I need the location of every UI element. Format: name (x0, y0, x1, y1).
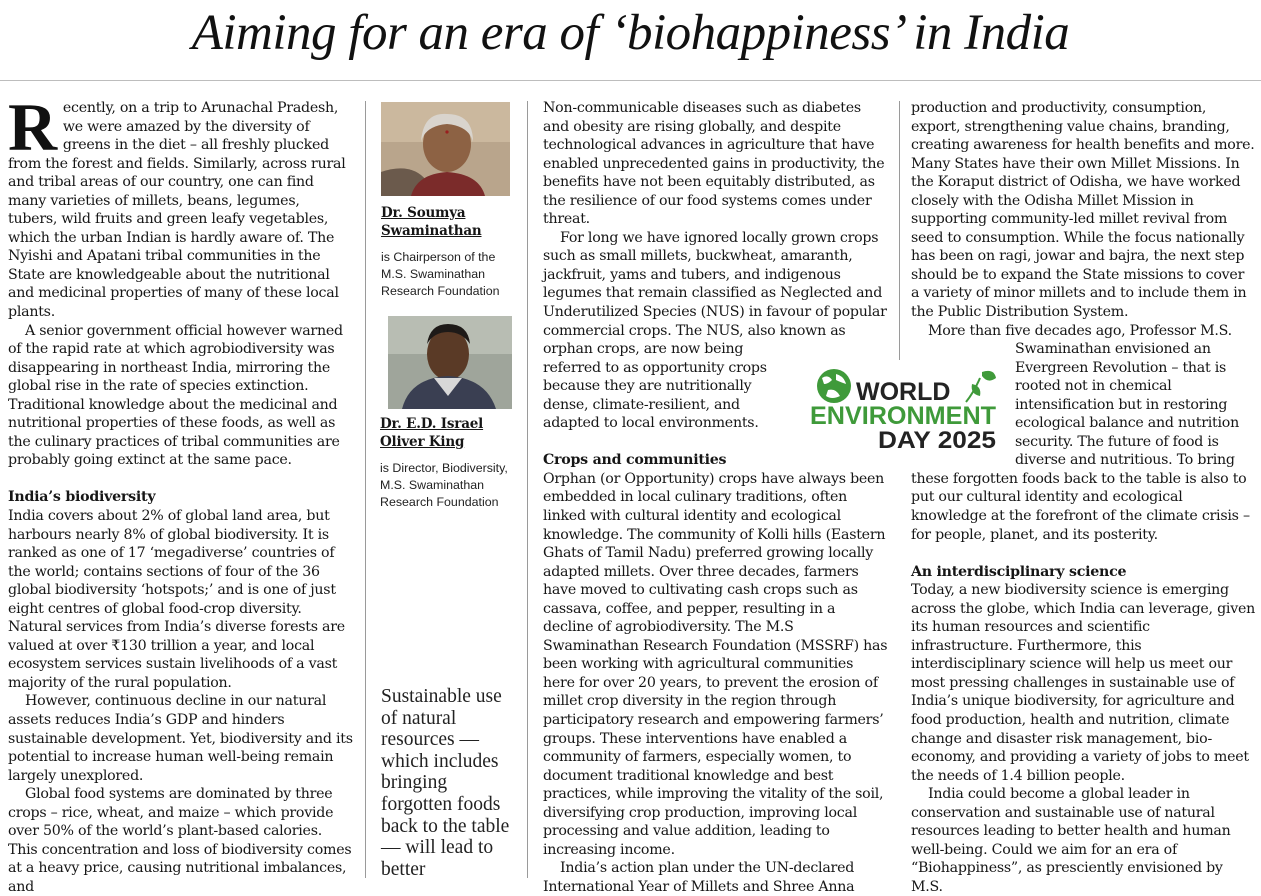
column-divider (365, 101, 366, 878)
paragraph: A senior government official however warned of the rapid rate at which agrobiodiversity was disappearing in northeast India, mirroring the global rise in the rate of species extinction. Traditional knowledge about the medicinal and nutritional properties of these foods, as well as the culinary practices of tribal communities are probably going extinct at the same pace. (8, 322, 343, 469)
globe-icon (817, 369, 851, 403)
article-column-1 (8, 89, 353, 896)
paragraph: production and productivity, consumption, export, strengthening value chains, branding, creating awareness for health benefits and more. Many States have their own Millet Missions. In the Koraput district of Odisha, we have worked closely with the Odisha Millet Mission in supporting community-led millet revival from seed to consumption. While the focus nationally has been on ragi, jowar and bajra, the next step should be to expand the State missions to cover a variety of minor millets and to include them in the Public Distribution System. (911, 100, 1255, 321)
paragraph: these forgotten foods back to the table is also to put our cultural identity and ecological knowledge at the forefront of the climate crisis – for people, planet, and its posterity. (911, 470, 1250, 543)
paragraph: India covers about 2% of global land area, but harbours nearly 8% of global biodiversity. It is ranked as one of 17 ‘megadiverse’ countries of the world; contains sections of four of the 36 global biodiversity ‘hotspots;’ and is one of just eight centres of global food-crop diversity. Natural services from India’s diverse forests are valued at over ₹130 trillion a year, and local ecosystem services sustain livelihoods of a vast majority of the rural population. (8, 507, 345, 691)
paragraph: Swaminathan envisioned an Evergreen Revolution – that is rooted not in chemical intensification but in restoring ecological balance and nutrition security. The future of food is diverse and nutritious. To bring (1015, 341, 1239, 469)
paragraph: ecently, on a trip to Arunachal Pradesh, we were amazed by the diversity of greens in the diet – all freshly plucked from the forest and fields. Similarly, across rural and tribal areas of our country, one can find many varieties of millets, beans, legumes, tubers, wild fruits and green leafy vegetables, which the urban Indian is hardly aware of. The Nyishi and Apatani tribal communities in the State are knowledgeable about the nutritional and medicinal properties of many of these local plants. (8, 100, 346, 321)
paragraph: Global food systems are dominated by three crops – rice, wheat, and maize – which provide over 50% of the world’s plant-based calories. This concentration and loss of biodiversity comes at a heavy price, causing nutritional imbalances, and (8, 786, 352, 895)
logo-environment: ENVIRONMENT (810, 402, 996, 430)
paragraph: More than five decades ago, Professor M.S. (928, 322, 1232, 339)
paragraph: Today, a new biodiversity science is emerging across the globe, which India can leverage, given its human resources and scientific infrastructure. Furthermore, this interdisciplinary science will help us meet our most pressing challenges in sustainable use of India’s unique biodiversity, for agriculture and food production, health and nutrition, climate change and disaster risk management, bio-economy, and providing a variety of jobs to meet the needs of 1.4 billion people. (911, 582, 1255, 784)
paragraph: India could become a global leader in conservation and sustainable use of natural resources leading to better health and human well-being. Could we aim for an era of “Biohappiness”, as presciently envisioned by M.S. (911, 786, 1231, 895)
article-column-3 (543, 99, 888, 896)
author-name: Dr. E.D. Israel Oliver King (380, 416, 484, 450)
section-heading: An interdisciplinary science (911, 563, 1127, 580)
headline: Aiming for an era of ‘biohappiness’ in India (191, 5, 1070, 61)
author-photo-israel-oliver-king (388, 316, 512, 409)
author-description: is Director, Biodiversity, M.S. Swaminathan Research Foundation (380, 461, 508, 510)
logo-world: WORLD (856, 378, 951, 406)
paragraph: orphan crops, are now being referred to as opportunity crops because they are nutritionally dense, climate-resilient, and adapted to local environments. (543, 341, 767, 432)
paragraph: However, continuous decline in our natural assets reduces India’s GDP and hinders sustainable development. Yet, biodiversity and its potential to increase human well-being remain largely unexplored. (8, 693, 353, 784)
author-description: is Chairperson of the M.S. Swaminathan Research Foundation (381, 250, 500, 299)
drop-cap: R (8, 89, 57, 165)
paragraph: India’s action plan under the UN-declared International Year of Millets and Shree Anna (543, 860, 855, 895)
author-name: Dr. Soumya Swaminathan (381, 205, 482, 239)
paragraph: Orphan (or Opportunity) crops have always been embedded in local culinary traditions, often linked with cultural identity and ecological knowledge. The community of Kolli hills (Eastern Ghats of Tamil Nadu) preferred growing locally adapted millets. Over three decades, farmers have moved to cultivating cash crops such as cassava, coffee, and pepper, resulting in a decline of agrobiodiversity. The M.S Swaminathan Research Foundation (MSSRF) has been working with agricultural communities here for over 20 years, to prevent the erosion of millet crop diversity in the region through participatory research and empowering farmers’ groups. These interventions have enabled a community of farmers, especially women, to document traditional knowledge and best practices, while improving the vitality of the soil, diversifying crop production, improving local processing and value addition, leading to increasing income. (543, 470, 888, 858)
paragraph: For long we have ignored locally grown crops such as small millets, buckwheat, amaranth, jackfruit, yams and tubers, and indigenous legumes that remain classified as Neglected and Underutilized Species (NUS) in favour of popular commercial crops. The NUS, also known as (543, 229, 887, 339)
paragraph: Non-communicable diseases such as diabetes and obesity are rising globally, and despite technological advances in agriculture that have enabled unprecedented gains in productivity, the benefits have not been equitably distributed, as the resilience of our food systems comes under threat. (543, 100, 885, 228)
section-heading: Crops and communities (543, 452, 727, 469)
column-divider (899, 101, 900, 360)
column-divider (527, 101, 528, 878)
pull-quote: Sustainable use of natural resources — which includes bringing forgotten foods back to the table — will lead to better (381, 686, 510, 880)
headline-rule (0, 80, 1261, 81)
article-column-4 (911, 99, 1255, 896)
logo-day: DAY 2025 (878, 427, 996, 454)
section-heading: India’s biodiversity (8, 489, 156, 506)
author-photo-soumya-swaminathan (381, 102, 510, 196)
